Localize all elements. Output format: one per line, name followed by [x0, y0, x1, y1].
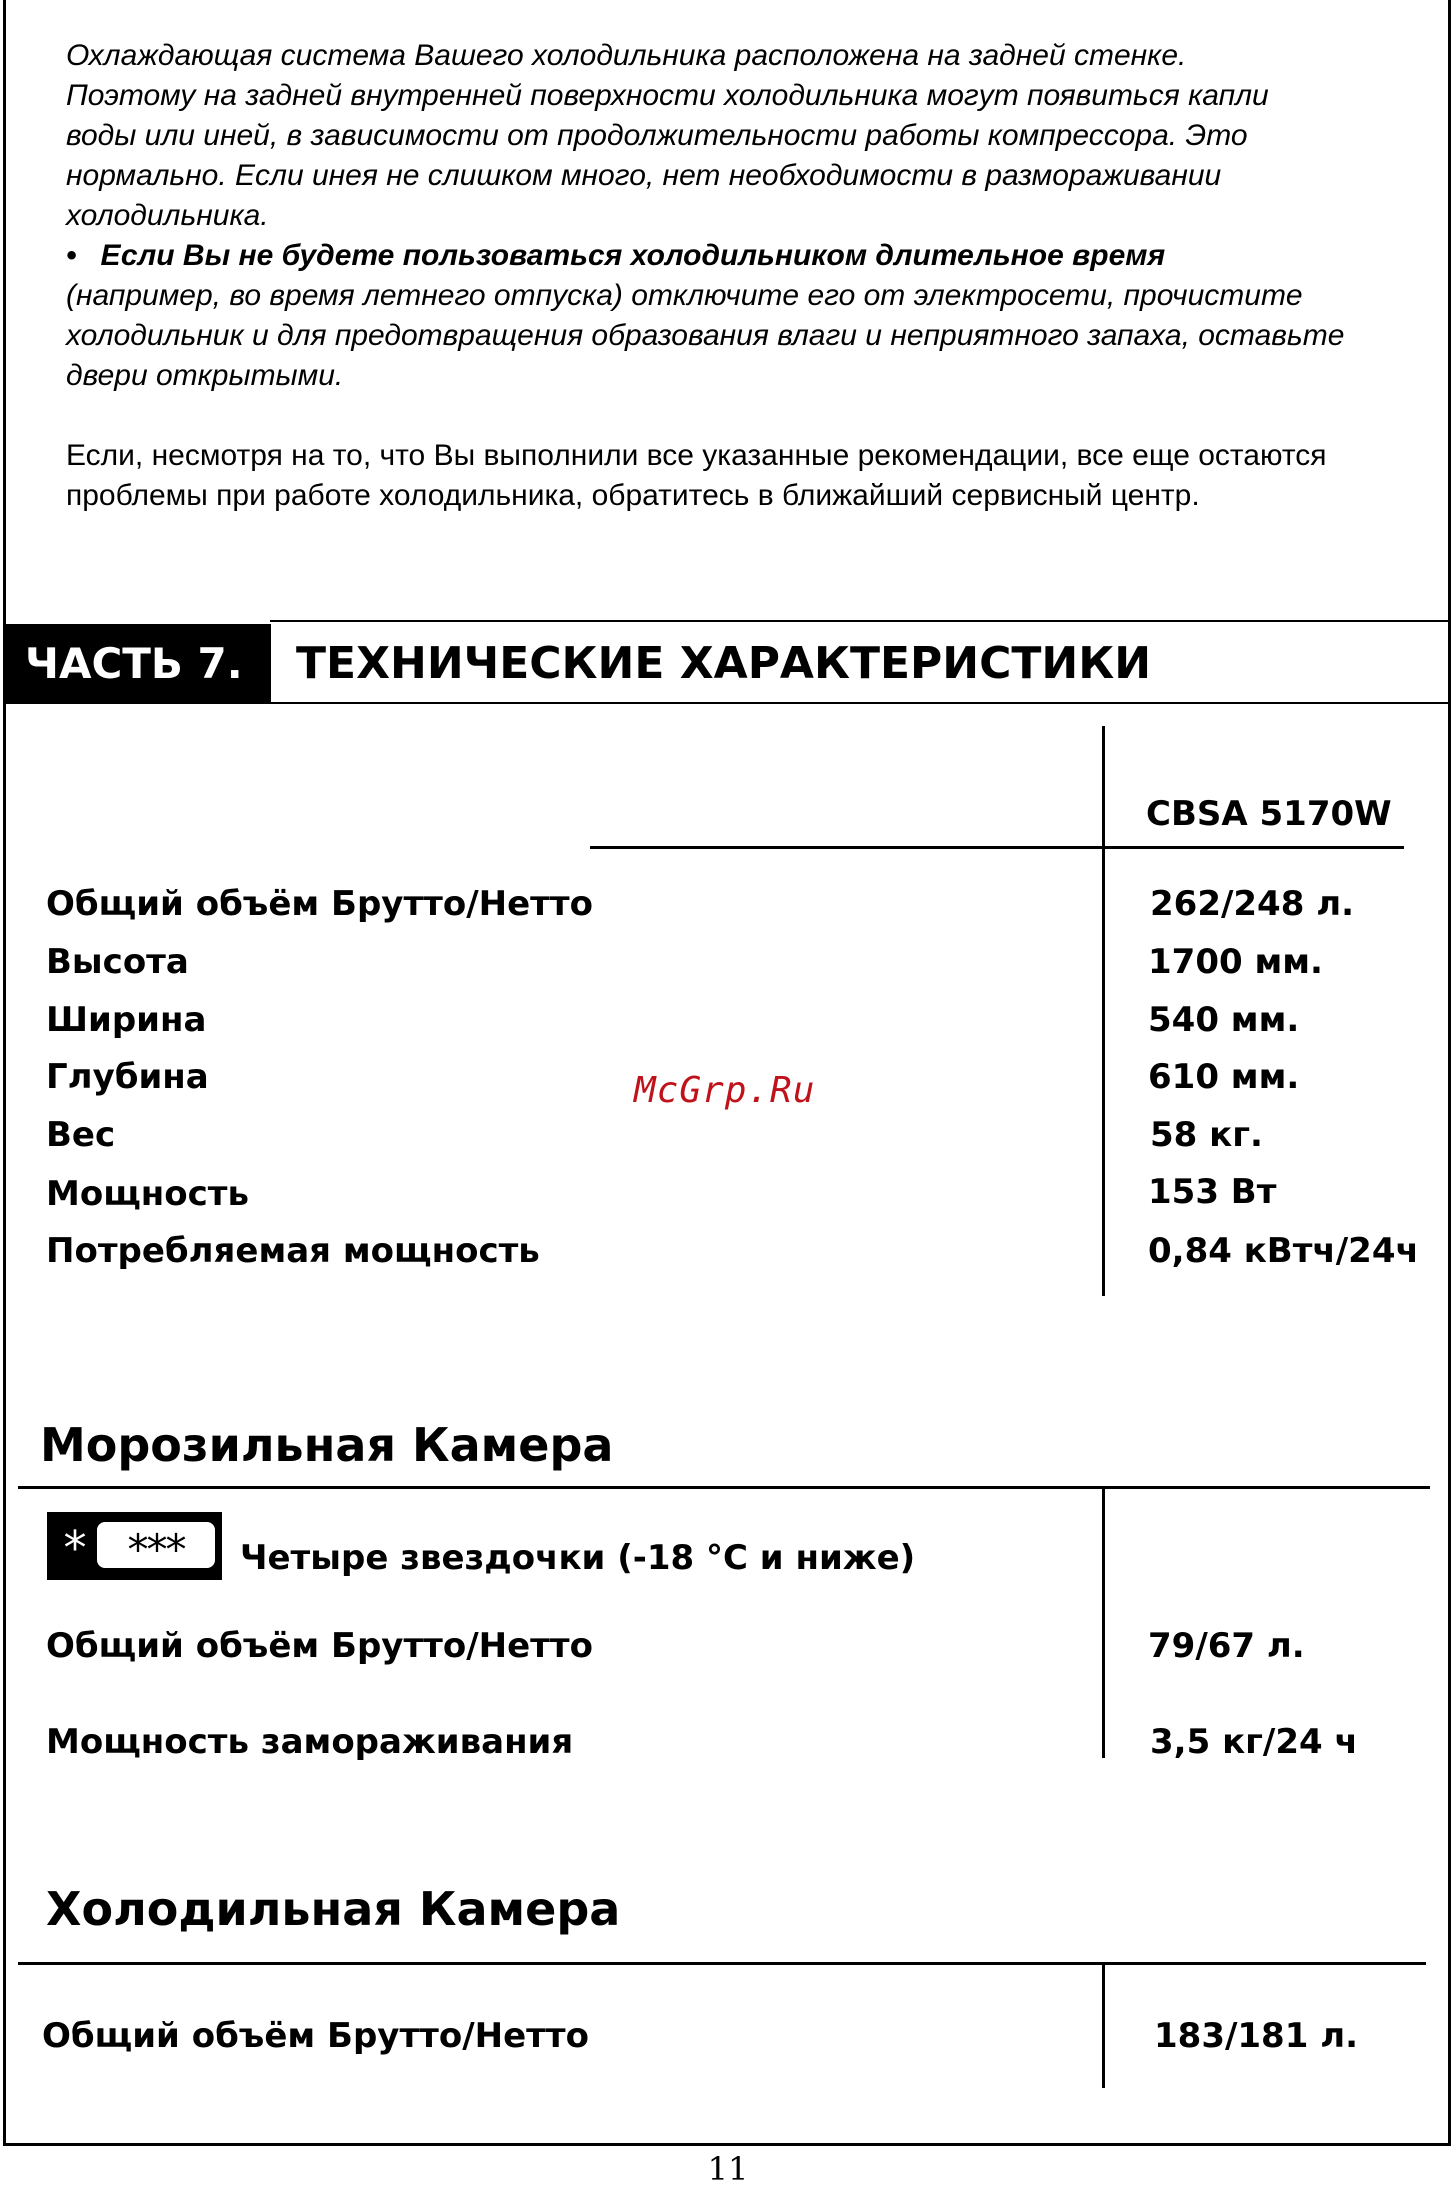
part-label: ЧАСТЬ 7.: [3, 624, 271, 704]
section-top-rule: [270, 620, 1451, 622]
fridge-rule: [18, 1962, 1426, 1965]
plain-line-1: Если, несмотря на то, что Вы выполнили все указанные рекомендации, все еще остаются: [66, 439, 1327, 472]
intro-line-4: нормально. Если инея не слишком много, нет необходимости в размораживании: [66, 159, 1222, 192]
freezer-value-volume: 79/67 л.: [1148, 1626, 1305, 1666]
freezer-label-freezing: Мощность замораживания: [46, 1722, 574, 1762]
spec-label-power: Мощность: [46, 1174, 249, 1214]
section-title: ТЕХНИЧЕСКИЕ ХАРАКТЕРИСТИКИ: [296, 638, 1152, 689]
spec-label-height: Высота: [46, 942, 189, 982]
fridge-label-volume: Общий объём Брутто/Нетто: [42, 2016, 589, 2056]
spec-value-power: 153 Вт: [1148, 1172, 1277, 1212]
bullet-line-1: (например, во время летнего отпуска) отключите его от электросети, прочистите: [66, 279, 1303, 312]
freezer-title: Морозильная Камера: [40, 1418, 614, 1472]
intro-line-3: воды или иней, в зависимости от продолжительности работы компрессора. Это: [66, 119, 1248, 152]
spec-value-depth: 610 мм.: [1148, 1057, 1300, 1097]
bullet-marker: •: [66, 239, 77, 272]
intro-line-5: холодильника.: [66, 199, 269, 232]
intro-line-1: Охлаждающая система Вашего холодильника расположена на задней стенке.: [66, 39, 1187, 72]
fridge-divider-vertical: [1102, 1964, 1105, 2088]
spec-value-volume: 262/248 л.: [1150, 884, 1355, 924]
intro-line-2: Поэтому на задней внутренней поверхности холодильника могут появиться капли: [66, 79, 1269, 112]
model-name: CBSA 5170W: [1146, 794, 1392, 834]
bullet-line-2: холодильник и для предотвращения образования влаги и неприятного запаха, оставьте: [66, 319, 1345, 352]
section-bottom-rule: [270, 702, 1451, 704]
bullet-bold-text: Если Вы не будете пользоваться холодильником длительное время: [100, 239, 1166, 272]
spec-label-weight: Вес: [46, 1115, 116, 1155]
spec-value-weight: 58 кг.: [1150, 1115, 1263, 1155]
fridge-title: Холодильная Камера: [46, 1882, 621, 1936]
freezer-divider-vertical: [1102, 1488, 1105, 1758]
spec-label-depth: Глубина: [46, 1057, 209, 1097]
freezer-value-freezing: 3,5 кг/24 ч: [1150, 1722, 1358, 1762]
fridge-value-volume: 183/181 л.: [1154, 2016, 1359, 2056]
spec-value-height: 1700 мм.: [1148, 942, 1323, 982]
specs-divider-horizontal: [590, 846, 1404, 849]
bullet-line-3: двери открытыми.: [66, 359, 344, 392]
star-icon: *: [63, 1521, 87, 1575]
spec-label-volume: Общий объём Брутто/Нетто: [46, 884, 593, 924]
watermark: McGrp.Ru: [634, 1070, 816, 1111]
spec-label-width: Ширина: [46, 1000, 207, 1040]
spec-label-consumption: Потребляемая мощность: [46, 1231, 540, 1271]
spec-value-consumption: 0,84 кВтч/24ч: [1148, 1231, 1419, 1271]
four-star-badge: [47, 1512, 222, 1580]
freezer-rule: [18, 1486, 1430, 1489]
spec-value-width: 540 мм.: [1148, 1000, 1300, 1040]
specs-divider-vertical: [1102, 726, 1105, 1296]
bullet-heading: [66, 236, 1446, 276]
plain-line-2: проблемы при работе холодильника, обратитесь в ближайший сервисный центр.: [66, 479, 1200, 512]
star-caption: Четыре звездочки (-18 °C и ниже): [240, 1538, 916, 1578]
three-star-icon: ***: [97, 1522, 215, 1568]
freezer-label-volume: Общий объём Брутто/Нетто: [46, 1626, 593, 1666]
page-number: 11: [707, 2150, 749, 2188]
